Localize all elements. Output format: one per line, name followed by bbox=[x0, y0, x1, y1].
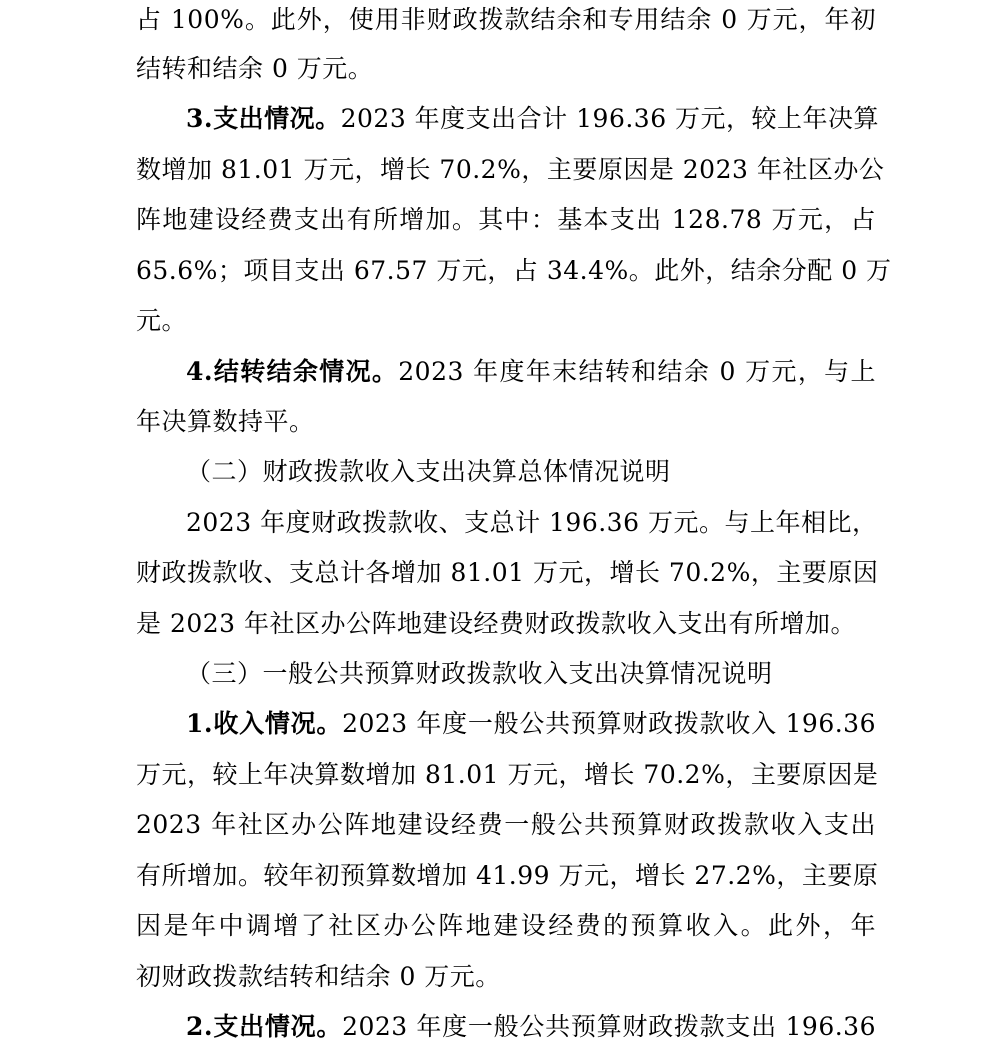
paragraph-line: 是 2023 年社区办公阵地建设经费财政拨款收入支出有所增加。 bbox=[136, 609, 857, 638]
paragraph-line: 2023 年度财政拨款收、支总计 196.36 万元。与上年相比， bbox=[186, 508, 878, 537]
section-heading: （三）一般公共预算财政拨款收入支出决算情况说明 bbox=[186, 659, 773, 688]
paragraph-line: 元。 bbox=[136, 306, 188, 335]
paragraph-text: 2023 年度支出合计 196.36 万元，较上年决算 bbox=[340, 104, 880, 133]
paragraph-text: 2023 年度年末结转和结余 0 万元，与上 bbox=[398, 357, 876, 386]
paragraph-line bbox=[186, 352, 876, 392]
paragraph-line: 占 100%。此外，使用非财政拨款结余和专用结余 0 万元，年初 bbox=[136, 5, 876, 34]
section-lead: 4.结转结余情况。 bbox=[186, 357, 399, 386]
paragraph-line: 阵地建设经费支出有所增加。其中：基本支出 128.78 万元，占 bbox=[136, 205, 876, 234]
paragraph-line: 有所增加。较年初预算数增加 41.99 万元，增长 27.2%，主要原 bbox=[136, 861, 879, 890]
paragraph-line: 结转和结余 0 万元。 bbox=[136, 54, 374, 83]
paragraph-line: 年决算数持平。 bbox=[136, 407, 315, 436]
paragraph-line: 财政拨款收、支总计各增加 81.01 万元，增长 70.2%，主要原因 bbox=[136, 558, 879, 587]
paragraph-line: 数增加 81.01 万元，增长 70.2%，主要原因是 2023 年社区办公 bbox=[136, 155, 885, 184]
paragraph-line bbox=[186, 704, 876, 744]
paragraph-text: 2023 年度一般公共预算财政拨款收入 196.36 bbox=[342, 709, 876, 738]
paragraph-line: 65.6%；项目支出 67.57 万元，占 34.4%。此外，结余分配 0 万 bbox=[136, 256, 892, 285]
paragraph-line bbox=[186, 99, 880, 139]
paragraph-line: 初财政拨款结转和结余 0 万元。 bbox=[136, 962, 501, 991]
section-heading: （二）财政拨款收入支出决算总体情况说明 bbox=[186, 457, 671, 486]
paragraph-line: 因是年中调增了社区办公阵地建设经费的预算收入。此外，年 bbox=[136, 911, 876, 940]
paragraph-text: 2023 年度一般公共预算财政拨款支出 196.36 bbox=[342, 1012, 876, 1041]
section-lead: 2.支出情况。 bbox=[186, 1012, 343, 1041]
paragraph-line: 2023 年社区办公阵地建设经费一般公共预算财政拨款收入支出 bbox=[136, 810, 876, 839]
section-lead: 1.收入情况。 bbox=[186, 709, 343, 738]
section-lead: 3.支出情况。 bbox=[186, 104, 341, 133]
paragraph-line bbox=[186, 1007, 876, 1047]
paragraph-line: 万元，较上年决算数增加 81.01 万元，增长 70.2%，主要原因是 bbox=[136, 760, 879, 789]
